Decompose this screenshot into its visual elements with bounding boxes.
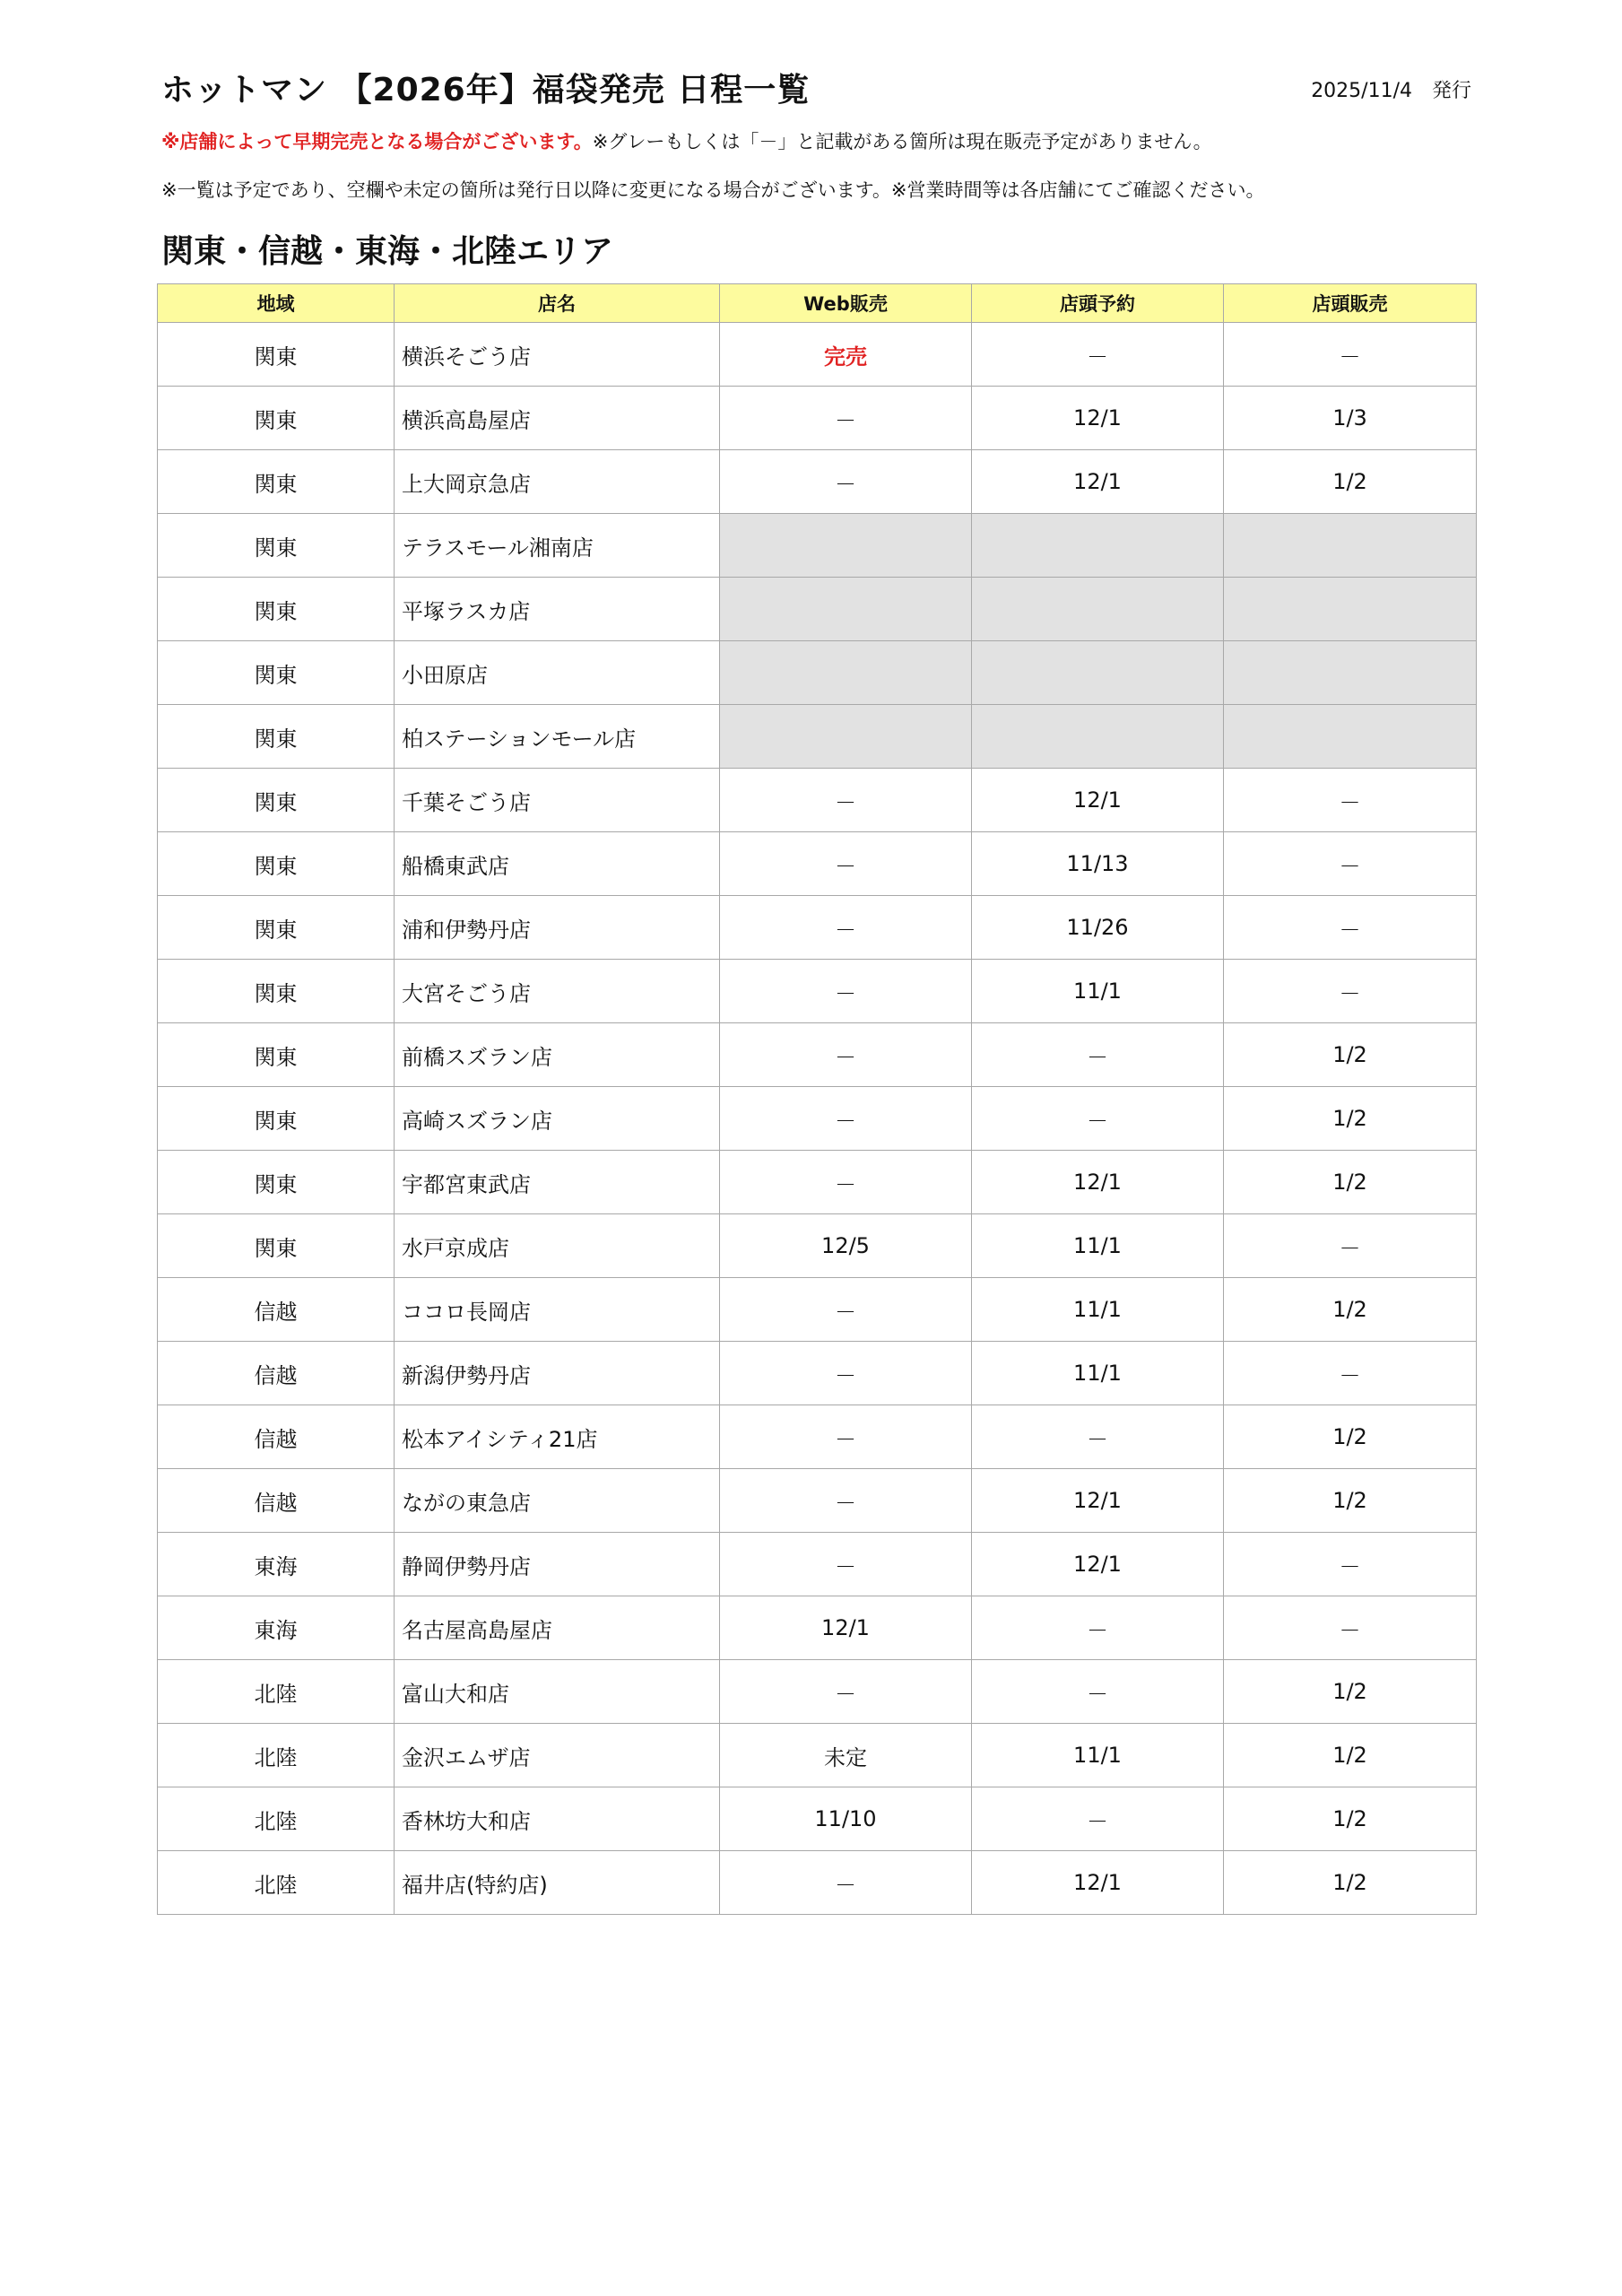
region-cell: 北陸 <box>158 1724 395 1787</box>
region-cell: 東海 <box>158 1596 395 1660</box>
web-sales-cell <box>720 578 972 641</box>
table-header-row <box>158 284 1477 323</box>
store-name-cell: ココロ長岡店 <box>395 1278 720 1342</box>
store-name-cell: 上大岡京急店 <box>395 450 720 514</box>
table-row <box>158 1087 1477 1151</box>
store-reservation-cell: 11/1 <box>972 960 1224 1023</box>
table-row <box>158 323 1477 387</box>
header-store: 店名 <box>395 284 720 323</box>
header-region: 地域 <box>158 284 395 323</box>
table-row <box>158 1278 1477 1342</box>
store-sales-cell <box>1224 578 1477 641</box>
region-cell: 信越 <box>158 1278 395 1342</box>
region-cell: 北陸 <box>158 1660 395 1724</box>
store-reservation-cell: 12/1 <box>972 769 1224 832</box>
store-name-cell: ながの東急店 <box>395 1469 720 1533</box>
web-sales-cell <box>720 641 972 705</box>
store-name-cell: 船橋東武店 <box>395 832 720 896</box>
store-name-cell: 千葉そごう店 <box>395 769 720 832</box>
store-name-cell: 松本アイシティ21店 <box>395 1405 720 1469</box>
header-web-sales: Web販売 <box>720 284 972 323</box>
store-name-cell: 新潟伊勢丹店 <box>395 1342 720 1405</box>
web-sales-cell: － <box>720 1469 972 1533</box>
web-sales-cell: － <box>720 1660 972 1724</box>
region-cell: 信越 <box>158 1469 395 1533</box>
store-reservation-cell <box>972 578 1224 641</box>
store-reservation-cell: － <box>972 1596 1224 1660</box>
table-row <box>158 705 1477 769</box>
store-reservation-cell: 11/1 <box>972 1214 1224 1278</box>
region-cell: 信越 <box>158 1342 395 1405</box>
store-reservation-cell: 11/1 <box>972 1724 1224 1787</box>
region-cell: 関東 <box>158 1087 395 1151</box>
store-reservation-cell: 11/1 <box>972 1278 1224 1342</box>
web-sales-cell <box>720 514 972 578</box>
store-sales-cell: 1/2 <box>1224 450 1477 514</box>
region-cell: 関東 <box>158 323 395 387</box>
store-name-cell: 福井店(特約店) <box>395 1851 720 1915</box>
web-sales-cell: 未定 <box>720 1724 972 1787</box>
notice-line-1 <box>161 127 1212 154</box>
section-title: 関東・信越・東海・北陸エリア <box>161 233 614 270</box>
store-name-cell: 横浜高島屋店 <box>395 387 720 450</box>
web-sales-cell: － <box>720 1087 972 1151</box>
table-row <box>158 896 1477 960</box>
store-reservation-cell: 12/1 <box>972 1469 1224 1533</box>
region-cell: 信越 <box>158 1405 395 1469</box>
store-name-cell: 横浜そごう店 <box>395 323 720 387</box>
store-sales-cell: － <box>1224 896 1477 960</box>
store-reservation-cell: 11/1 <box>972 1342 1224 1405</box>
header-store-sales: 店頭販売 <box>1224 284 1477 323</box>
table-row <box>158 450 1477 514</box>
store-reservation-cell <box>972 514 1224 578</box>
web-sales-cell: － <box>720 896 972 960</box>
store-name-cell: 金沢エムザ店 <box>395 1724 720 1787</box>
table-row <box>158 1405 1477 1469</box>
store-sales-cell: 1/2 <box>1224 1724 1477 1787</box>
table-row <box>158 1469 1477 1533</box>
store-sales-cell: 1/2 <box>1224 1023 1477 1087</box>
store-reservation-cell: － <box>972 1660 1224 1724</box>
store-name-cell: 富山大和店 <box>395 1660 720 1724</box>
web-sales-cell: － <box>720 387 972 450</box>
store-sales-cell: － <box>1224 1596 1477 1660</box>
region-cell: 関東 <box>158 705 395 769</box>
table-row <box>158 1660 1477 1724</box>
table-row <box>158 641 1477 705</box>
page-title: ホットマン 【2026年】福袋発売 日程一覧 <box>161 72 811 109</box>
region-cell: 関東 <box>158 1214 395 1278</box>
table-row <box>158 1342 1477 1405</box>
web-sales-cell: － <box>720 960 972 1023</box>
store-reservation-cell: 12/1 <box>972 387 1224 450</box>
store-name-cell: 柏ステーションモール店 <box>395 705 720 769</box>
store-name-cell: 水戸京成店 <box>395 1214 720 1278</box>
table-body <box>158 323 1477 1915</box>
table-row <box>158 514 1477 578</box>
early-soldout-notice: ※店舗によって早期完売となる場合がございます。 <box>161 131 593 152</box>
store-sales-cell: 1/2 <box>1224 1660 1477 1724</box>
store-sales-cell <box>1224 514 1477 578</box>
store-name-cell: 大宮そごう店 <box>395 960 720 1023</box>
table-row <box>158 832 1477 896</box>
store-reservation-cell: 11/26 <box>972 896 1224 960</box>
table-row <box>158 960 1477 1023</box>
region-cell: 東海 <box>158 1533 395 1596</box>
store-name-cell: 前橋スズラン店 <box>395 1023 720 1087</box>
store-reservation-cell <box>972 641 1224 705</box>
table-row <box>158 1787 1477 1851</box>
store-sales-cell <box>1224 641 1477 705</box>
region-cell: 北陸 <box>158 1787 395 1851</box>
header-store-reservation: 店頭予約 <box>972 284 1224 323</box>
web-sales-cell: － <box>720 1023 972 1087</box>
region-cell: 関東 <box>158 1023 395 1087</box>
region-cell: 関東 <box>158 514 395 578</box>
table-row <box>158 1214 1477 1278</box>
store-sales-cell: － <box>1224 960 1477 1023</box>
store-reservation-cell: 12/1 <box>972 1851 1224 1915</box>
web-sales-cell: － <box>720 769 972 832</box>
store-sales-cell: 1/2 <box>1224 1787 1477 1851</box>
table-row <box>158 769 1477 832</box>
store-reservation-cell: － <box>972 1405 1224 1469</box>
store-reservation-cell: 12/1 <box>972 1533 1224 1596</box>
store-name-cell: 高崎スズラン店 <box>395 1087 720 1151</box>
store-sales-cell: － <box>1224 832 1477 896</box>
store-name-cell: 浦和伊勢丹店 <box>395 896 720 960</box>
table-row <box>158 1023 1477 1087</box>
store-reservation-cell: － <box>972 1087 1224 1151</box>
web-sales-cell: － <box>720 1405 972 1469</box>
table-row <box>158 578 1477 641</box>
web-sales-cell: 11/10 <box>720 1787 972 1851</box>
store-reservation-cell: 12/1 <box>972 1151 1224 1214</box>
region-cell: 関東 <box>158 1151 395 1214</box>
store-name-cell: 平塚ラスカ店 <box>395 578 720 641</box>
web-sales-cell: － <box>720 450 972 514</box>
store-reservation-cell: － <box>972 1023 1224 1087</box>
web-sales-cell: 12/5 <box>720 1214 972 1278</box>
store-name-cell: 香林坊大和店 <box>395 1787 720 1851</box>
region-cell: 北陸 <box>158 1851 395 1915</box>
web-sales-cell: － <box>720 1342 972 1405</box>
store-sales-cell: － <box>1224 1533 1477 1596</box>
schedule-table <box>157 283 1477 1915</box>
web-sales-cell: － <box>720 1533 972 1596</box>
region-cell: 関東 <box>158 578 395 641</box>
web-sales-cell <box>720 705 972 769</box>
store-sales-cell: 1/3 <box>1224 387 1477 450</box>
issue-date: 2025/11/4 発行 <box>1311 80 1471 102</box>
store-name-cell: テラスモール湘南店 <box>395 514 720 578</box>
store-reservation-cell: 12/1 <box>972 450 1224 514</box>
table-row <box>158 1724 1477 1787</box>
store-sales-cell: 1/2 <box>1224 1278 1477 1342</box>
region-cell: 関東 <box>158 896 395 960</box>
table-row <box>158 1596 1477 1660</box>
notice-line-2: ※一覧は予定であり、空欄や未定の箇所は発行日以降に変更になる場合がございます。※営業時間等は各店舗にてご確認ください。 <box>161 179 1265 201</box>
store-sales-cell: 1/2 <box>1224 1405 1477 1469</box>
web-sales-cell: － <box>720 1278 972 1342</box>
store-reservation-cell: － <box>972 1787 1224 1851</box>
region-cell: 関東 <box>158 641 395 705</box>
store-sales-cell <box>1224 705 1477 769</box>
store-name-cell: 静岡伊勢丹店 <box>395 1533 720 1596</box>
web-sales-cell: － <box>720 1151 972 1214</box>
region-cell: 関東 <box>158 387 395 450</box>
table-row <box>158 1151 1477 1214</box>
store-sales-cell: － <box>1224 323 1477 387</box>
table-row <box>158 1533 1477 1596</box>
grey-dash-notice: ※グレーもしくは「－」と記載がある箇所は現在販売予定がありません。 <box>592 131 1212 152</box>
store-sales-cell: 1/2 <box>1224 1087 1477 1151</box>
store-name-cell: 宇都宮東武店 <box>395 1151 720 1214</box>
store-sales-cell: 1/2 <box>1224 1851 1477 1915</box>
store-sales-cell: － <box>1224 1342 1477 1405</box>
web-sales-cell: 12/1 <box>720 1596 972 1660</box>
region-cell: 関東 <box>158 450 395 514</box>
store-sales-cell: － <box>1224 769 1477 832</box>
store-sales-cell: 1/2 <box>1224 1469 1477 1533</box>
web-sales-cell: － <box>720 1851 972 1915</box>
store-sales-cell: 1/2 <box>1224 1151 1477 1214</box>
store-reservation-cell: － <box>972 323 1224 387</box>
store-name-cell: 名古屋高島屋店 <box>395 1596 720 1660</box>
store-name-cell: 小田原店 <box>395 641 720 705</box>
web-sales-cell: － <box>720 832 972 896</box>
region-cell: 関東 <box>158 960 395 1023</box>
region-cell: 関東 <box>158 769 395 832</box>
store-reservation-cell: 11/13 <box>972 832 1224 896</box>
web-sales-cell: 完売 <box>720 323 972 387</box>
table-row <box>158 1851 1477 1915</box>
table-row <box>158 387 1477 450</box>
store-sales-cell: － <box>1224 1214 1477 1278</box>
store-reservation-cell <box>972 705 1224 769</box>
region-cell: 関東 <box>158 832 395 896</box>
